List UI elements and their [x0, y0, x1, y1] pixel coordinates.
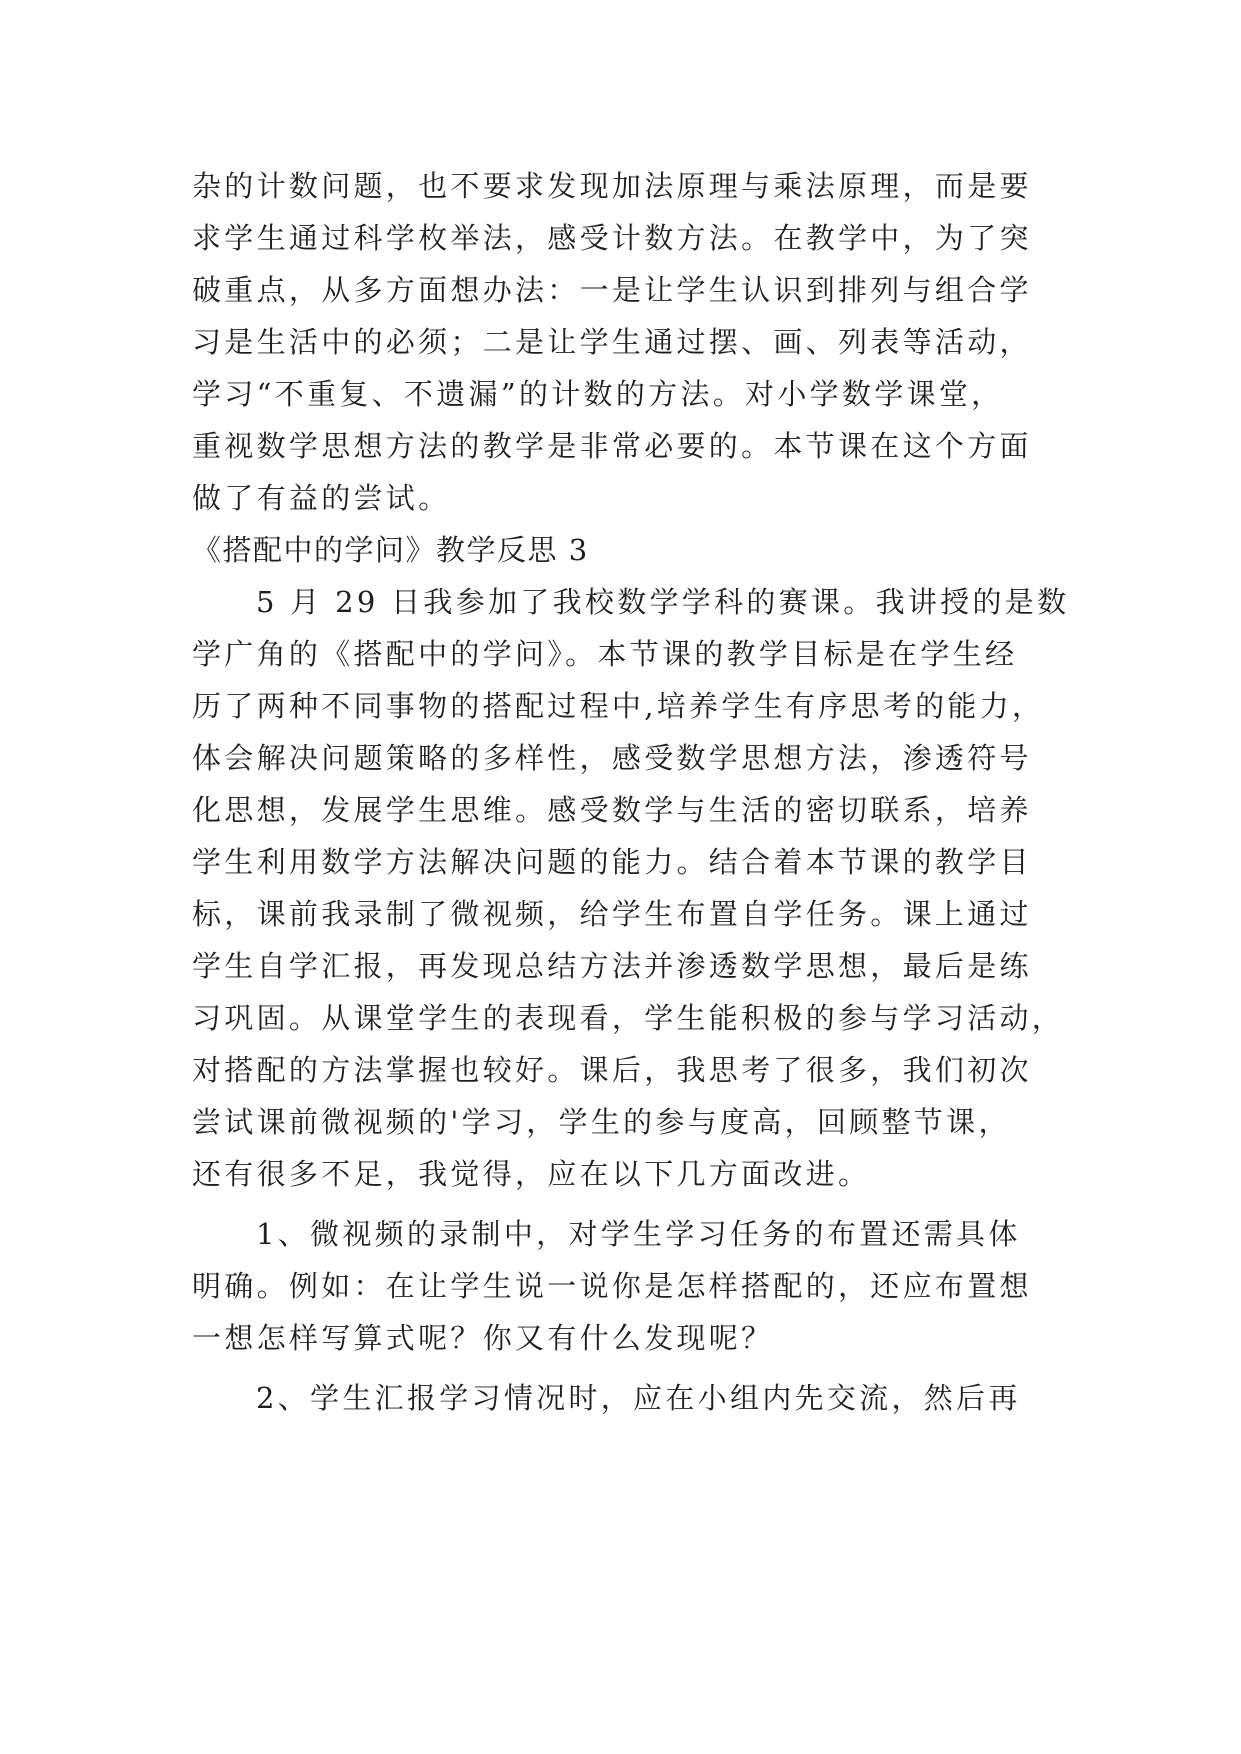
paragraph-gap: [192, 1200, 1052, 1208]
text-line: 历了两种不同事物的搭配过程中,培养学生有序思考的能力，: [192, 689, 1045, 723]
text-line: 学生自学汇报，再发现总结方法并渗透数学思想，最后是练: [192, 949, 1032, 983]
text-line: 化思想，发展学生思维。感受数学与生活的密切联系，培养: [192, 793, 1032, 827]
text-line: 对搭配的方法掌握也较好。课后，我思考了很多，我们初次: [192, 1053, 1032, 1087]
text-line: 学习“不重复、不遗漏”的计数的方法。对小学数学课堂，: [192, 377, 1004, 411]
text-line: 学广角的《搭配中的学问》。本节课的教学目标是在学生经: [192, 637, 1018, 671]
text-line: 学生利用数学方法解决问题的能力。结合着本节课的教学目: [192, 845, 1032, 879]
paragraph-gap: [192, 1364, 1052, 1372]
text-line: 重视数学思想方法的教学是非常必要的。本节课在这个方面: [192, 429, 1032, 463]
text-line: 尝试课前微视频的'学习，学生的参与度高，回顾整节课，: [192, 1105, 1011, 1139]
paragraph-1: [192, 160, 1052, 524]
text-line: 杂的计数问题，也不要求发现加法原理与乘法原理，而是要: [192, 169, 1032, 203]
text-line: 求学生通过科学枚举法，感受计数方法。在教学中，为了突: [192, 221, 1032, 255]
text-line: 习巩固。从课堂学生的表现看，学生能积极的参与学习活动，: [192, 1001, 1065, 1035]
text-line: 明确。例如：在让学生说一说你是怎样搭配的，还应布置想: [192, 1269, 1032, 1303]
document-body: [192, 160, 1070, 1424]
paragraph-2: [192, 576, 1070, 1200]
paragraph-4: [192, 1372, 1052, 1424]
paragraph-3: [192, 1208, 1052, 1364]
text-line: 还有很多不足，我觉得，应在以下几方面改进。: [192, 1157, 871, 1191]
text-line: 一想怎样写算式呢？你又有什么发现呢？: [192, 1321, 774, 1355]
text-line: 5 月 29 日我参加了我校数学学科的赛课。我讲授的是数: [256, 585, 1070, 619]
section-heading: 《搭配中的学问》教学反思 3: [192, 533, 589, 567]
text-line: 1、微视频的录制中，对学生学习任务的布置还需具体: [256, 1217, 1021, 1251]
text-line: 2、学生汇报学习情况时，应在小组内先交流，然后再: [256, 1381, 1021, 1415]
text-line: 体会解决问题策略的多样性，感受数学思想方法，渗透符号: [192, 741, 1032, 775]
text-line: 标，课前我录制了微视频，给学生布置自学任务。课上通过: [192, 897, 1032, 931]
text-line: 习是生活中的必须；二是让学生通过摆、画、列表等活动，: [192, 325, 1032, 359]
text-line: 破重点，从多方面想办法：一是让学生认识到排列与组合学: [192, 273, 1032, 307]
text-line: 做了有益的尝试。: [192, 481, 451, 515]
